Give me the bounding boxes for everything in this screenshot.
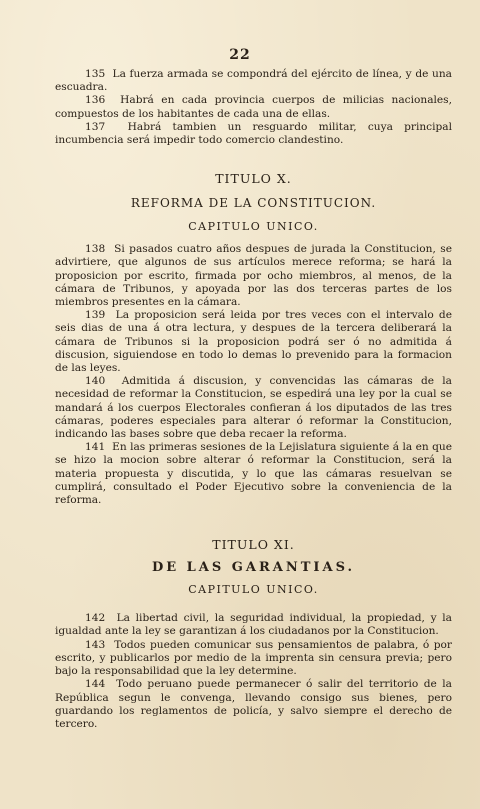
titulo-x-articles xyxy=(55,243,452,507)
article-137 xyxy=(55,121,452,147)
article-number: 137 xyxy=(85,120,106,133)
article-144 xyxy=(55,678,452,731)
article-number: 141 xyxy=(85,441,106,454)
titulo-x-heading: REFORMA DE LA CONSTITUCION. xyxy=(130,196,377,211)
article-140 xyxy=(55,375,452,441)
top-articles xyxy=(55,68,452,147)
article-number: 135 xyxy=(85,68,106,80)
article-text: Todo peruano puede permanecer ó salir del territorio de la República segun le convenga, llevando consigo sus bienes, pero guardando los reglamentos de policía, y salvo siempre el derecho de tercero. xyxy=(55,678,452,730)
article-number: 143 xyxy=(85,638,106,651)
article-143 xyxy=(55,639,452,679)
article-number: 139 xyxy=(85,309,106,322)
article-number: 138 xyxy=(85,243,106,256)
article-text: La proposicion será leida por tres veces con el intervalo de seis dias de una á otra lectura, y despues de la tercera deliberará la cámara de Tribunos si la proposicion podrá ser ó no admitida á discusion, siguiendose en todo lo demas lo prevenido para la formacion de las leyes. xyxy=(55,309,452,375)
article-text: En las primeras sesiones de la Lejislatura siguiente á la en que se hizo la mocion sobre alterar ó reformar la Constitucion, será la materia propuesta y discutida, y lo que las cámaras resuelvan se cumplirá, consultado el Poder Ejecutivo sobre la conveniencia de la reforma. xyxy=(55,441,452,507)
article-138 xyxy=(55,243,452,309)
titulo-xi-chapter: CAPITULO UNICO. xyxy=(188,583,319,597)
titulo-xi-heading: DE LAS GARANTIAS. xyxy=(151,560,356,576)
article-142 xyxy=(55,612,452,638)
article-text: La fuerza armada se compondrá del ejército de línea, y de una escuadra. xyxy=(55,68,452,94)
article-text: Si pasados cuatro años despues de jurada la Constitucion, se advirtiere, que algunos de sus artículos merece reforma; se hará la proposicion por escrito, firmada por ocho miembros, al menos, de la cámara de Tribunos, y apoyada por las dos terceras partes de los miembros presentes en la cámara. xyxy=(55,243,452,309)
article-text: La libertad civil, la seguridad individual, la propiedad, y la igualdad ante la ley se garantizan á los ciudadanos por la Constitucion. xyxy=(55,612,452,638)
article-number: 140 xyxy=(85,375,106,388)
article-text: Admitida á discusion, y convencidas las cámaras de la necesidad de reformar la Constitucion, se espedirá una ley por la cual se mandará á los cuerpos Electorales confieran á los diputados de las tres cámaras, poderes especiales para alterar ó reformar la Constitucion, indicando las bases sobre que deba recaer la reforma. xyxy=(55,375,452,441)
titulo-x-title: TITULO X. xyxy=(215,171,292,187)
article-text: Todos pueden comunicar sus pensamientos de palabra, ó por escrito, y publicarlos por medio de la imprenta sin censura previa; pero bajo la responsabilidad que la ley determine. xyxy=(55,638,452,678)
article-text: Habrá en cada provincia cuerpos de milicias nacionales, compuestos de los habitantes de cada una de ellas. xyxy=(55,94,452,120)
article-number: 142 xyxy=(85,612,106,625)
titulo-xi-title: TITULO XI. xyxy=(212,537,295,553)
article-141 xyxy=(55,441,452,507)
article-135 xyxy=(55,68,452,94)
titulo-xi-articles xyxy=(55,612,452,731)
article-139 xyxy=(55,309,452,375)
article-136 xyxy=(55,94,452,120)
page-number: 22 xyxy=(229,47,251,63)
titulo-x-chapter: CAPITULO UNICO. xyxy=(188,220,319,234)
article-text: Habrá tambien un resguardo militar, cuya principal incumbencia será impedir todo comercio clandestino. xyxy=(55,120,452,147)
article-number: 136 xyxy=(85,94,106,107)
article-number: 144 xyxy=(85,678,106,691)
